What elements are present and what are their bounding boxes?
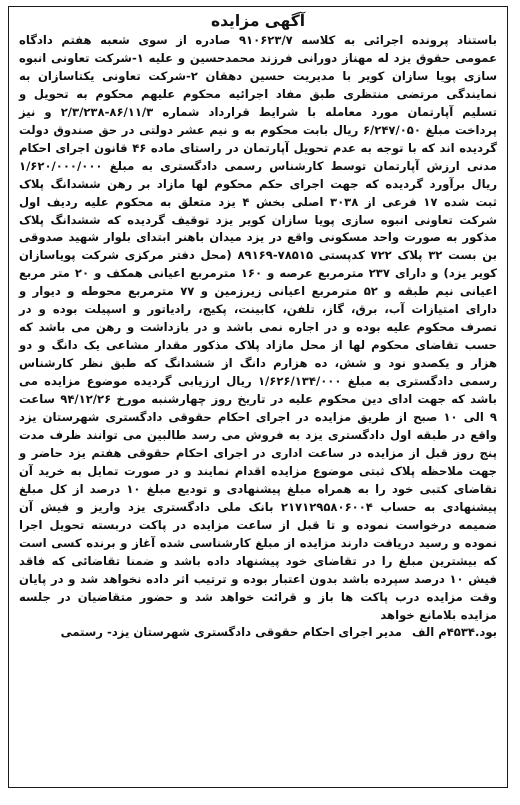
notice-footer (19, 624, 497, 642)
notice-reference-code: بود.۴۵۳۴م الف (412, 625, 497, 640)
notice-frame (8, 6, 508, 788)
notice-body: باستناد پرونده اجرائی به کلاسه ۹۱۰۶۲۳/۷ صادره از سوی شعبه هفتم دادگاه عمومی حقوق یزد له مهناز دورانی فرزند محمدحسین و علیه ۱-شرکت تعاونی انبوه سازی پویا سازان کویر با مدیریت حسین دهقان ۲-شرکت تعاونی یکتاسازان به نمایندگی مرتضی منتظری طبق مفاد اجرائیه محکوم علیهم محکوم به تحویل و تسلیم آپارتمان مورد معامله با شرایط قرارداد شماره ۸۶/۱۱/۳-۲/۳/۲۳۸ و نیز پرداخت مبلغ ۶/۲۴۷/۰۵۰ ریال بابت محکوم به و نیم عشر دولتی در حق صندوق دولت گردیده اند که با توجه به عدم تحویل آپارتمان در راستای ماده ۴۶ قانون اجرای احکام مدنی ارزش آپارتمان توسط کارشناس رسمی دادگستری به مبلغ ۱/۶۲۰/۰۰۰/۰۰۰ ریال برآورد گردیده که جهت اجرای حکم محکوم لها مازاد بر رهن ششدانگ پلاک ثبت شده ۱۷ فرعی از ۳۰۳۸ اصلی بخش ۴ یزد متعلق به محکوم علیه ردیف اول شرکت تعاونی انبوه سازی پویا سازان کویر یزد توقیف گردیده که ششدانگ پلاک مذکور به صورت واحد مسکونی واقع در یزد میدان باهنر ابتدای بلوار شهید صدوقی بن بست ۳۲ پلاک ۷۲۲ کدپستی ۷۸۵۱۵-۸۹۱۶۹ (محل دفتر مرکزی شرکت پویاسازان کویر یزد) و دارای ۲۳۷ مترمربع عرصه و ۱۶۰ مترمربع اعیانی همکف و ۲۰ متر مربع اعیانی نیم طبقه و ۵۲ مترمربع اعیانی زیرزمین و ۷۷ مترمربع محوطه و دیوار و دارای امتیازات آب، برق، گاز، تلفن، کابینت، پکیج، رادیاتور و اسپیلت بوده و در تصرف محکوم علیه بوده و در اجاره نمی باشد و در بازداشت و رهن می باشد که حسب تقاضای محکوم لها از محل مازاد پلاک مذکور مقدار مشاعی یک دانگ و دو هزار و یکصدو نود و شش، ده هزارم دانگ از ششدانگ که طبق نظر کارشناس رسمی دادگستری به مبلغ ۱/۶۲۶/۱۳۴/۰۰۰ ریال ارزیابی گردیده موضوع مزایده می باشد که جهت ادای دین محکوم علیه در تاریخ روز چهارشنبه مورخ ۹۴/۱۲/۲۶ ساعت ۹ الی ۱۰ صبح از طریق مزایده در اجرای احکام حقوقی دادگستری شهرستان یزد واقع در طبقه اول دادگستری یزد به فروش می رسد طالبین می توانند ظرف مدت پنج روز قبل از مزایده در ساعت اداری در اجرای احکام حقوقی هفتم یزد حاضر و جهت ملاحظه پلاک ثبتی موضوع مزایده اقدام نمایند و در صورت تمایل به خرید آن تقاضای کتبی خود را به همراه مبلغ پیشنهادی و تودیع مبلغ ۱۰ درصد از کل مبلغ پیشنهادی به حساب ۲۱۷۱۲۹۵۸۰۶۰۰۴ بانک ملی دادگستری یزد واریز و فیش آن ضمیمه درخواست نموده و تا قبل از ساعت مزایده در پاکت دربسته تحویل اجرا نموده و رسید دریافت دارند مزایده از مبلغ کارشناسی شده آغاز و برنده کسی است که بیشترین مبلغ را در تقاضای خود پیشنهاد داده باشد و ضمنا تقاضائی که فاقد فیش ۱۰ درصد سپرده باشد بدون اعتبار بوده و ترتیب اثر داده نخواهد شد و در پایان وقت مزایده درب پاکت ها باز و قرائت خواهد شد و حضور متقاضیان در جلسه مزایده بلامانع خواهد (19, 33, 498, 622)
notice-signature: مدیر اجرای احکام حقوقی دادگستری شهرستان یزد- رستمی (60, 625, 402, 640)
notice-title: آگهی مزایده (210, 12, 306, 30)
